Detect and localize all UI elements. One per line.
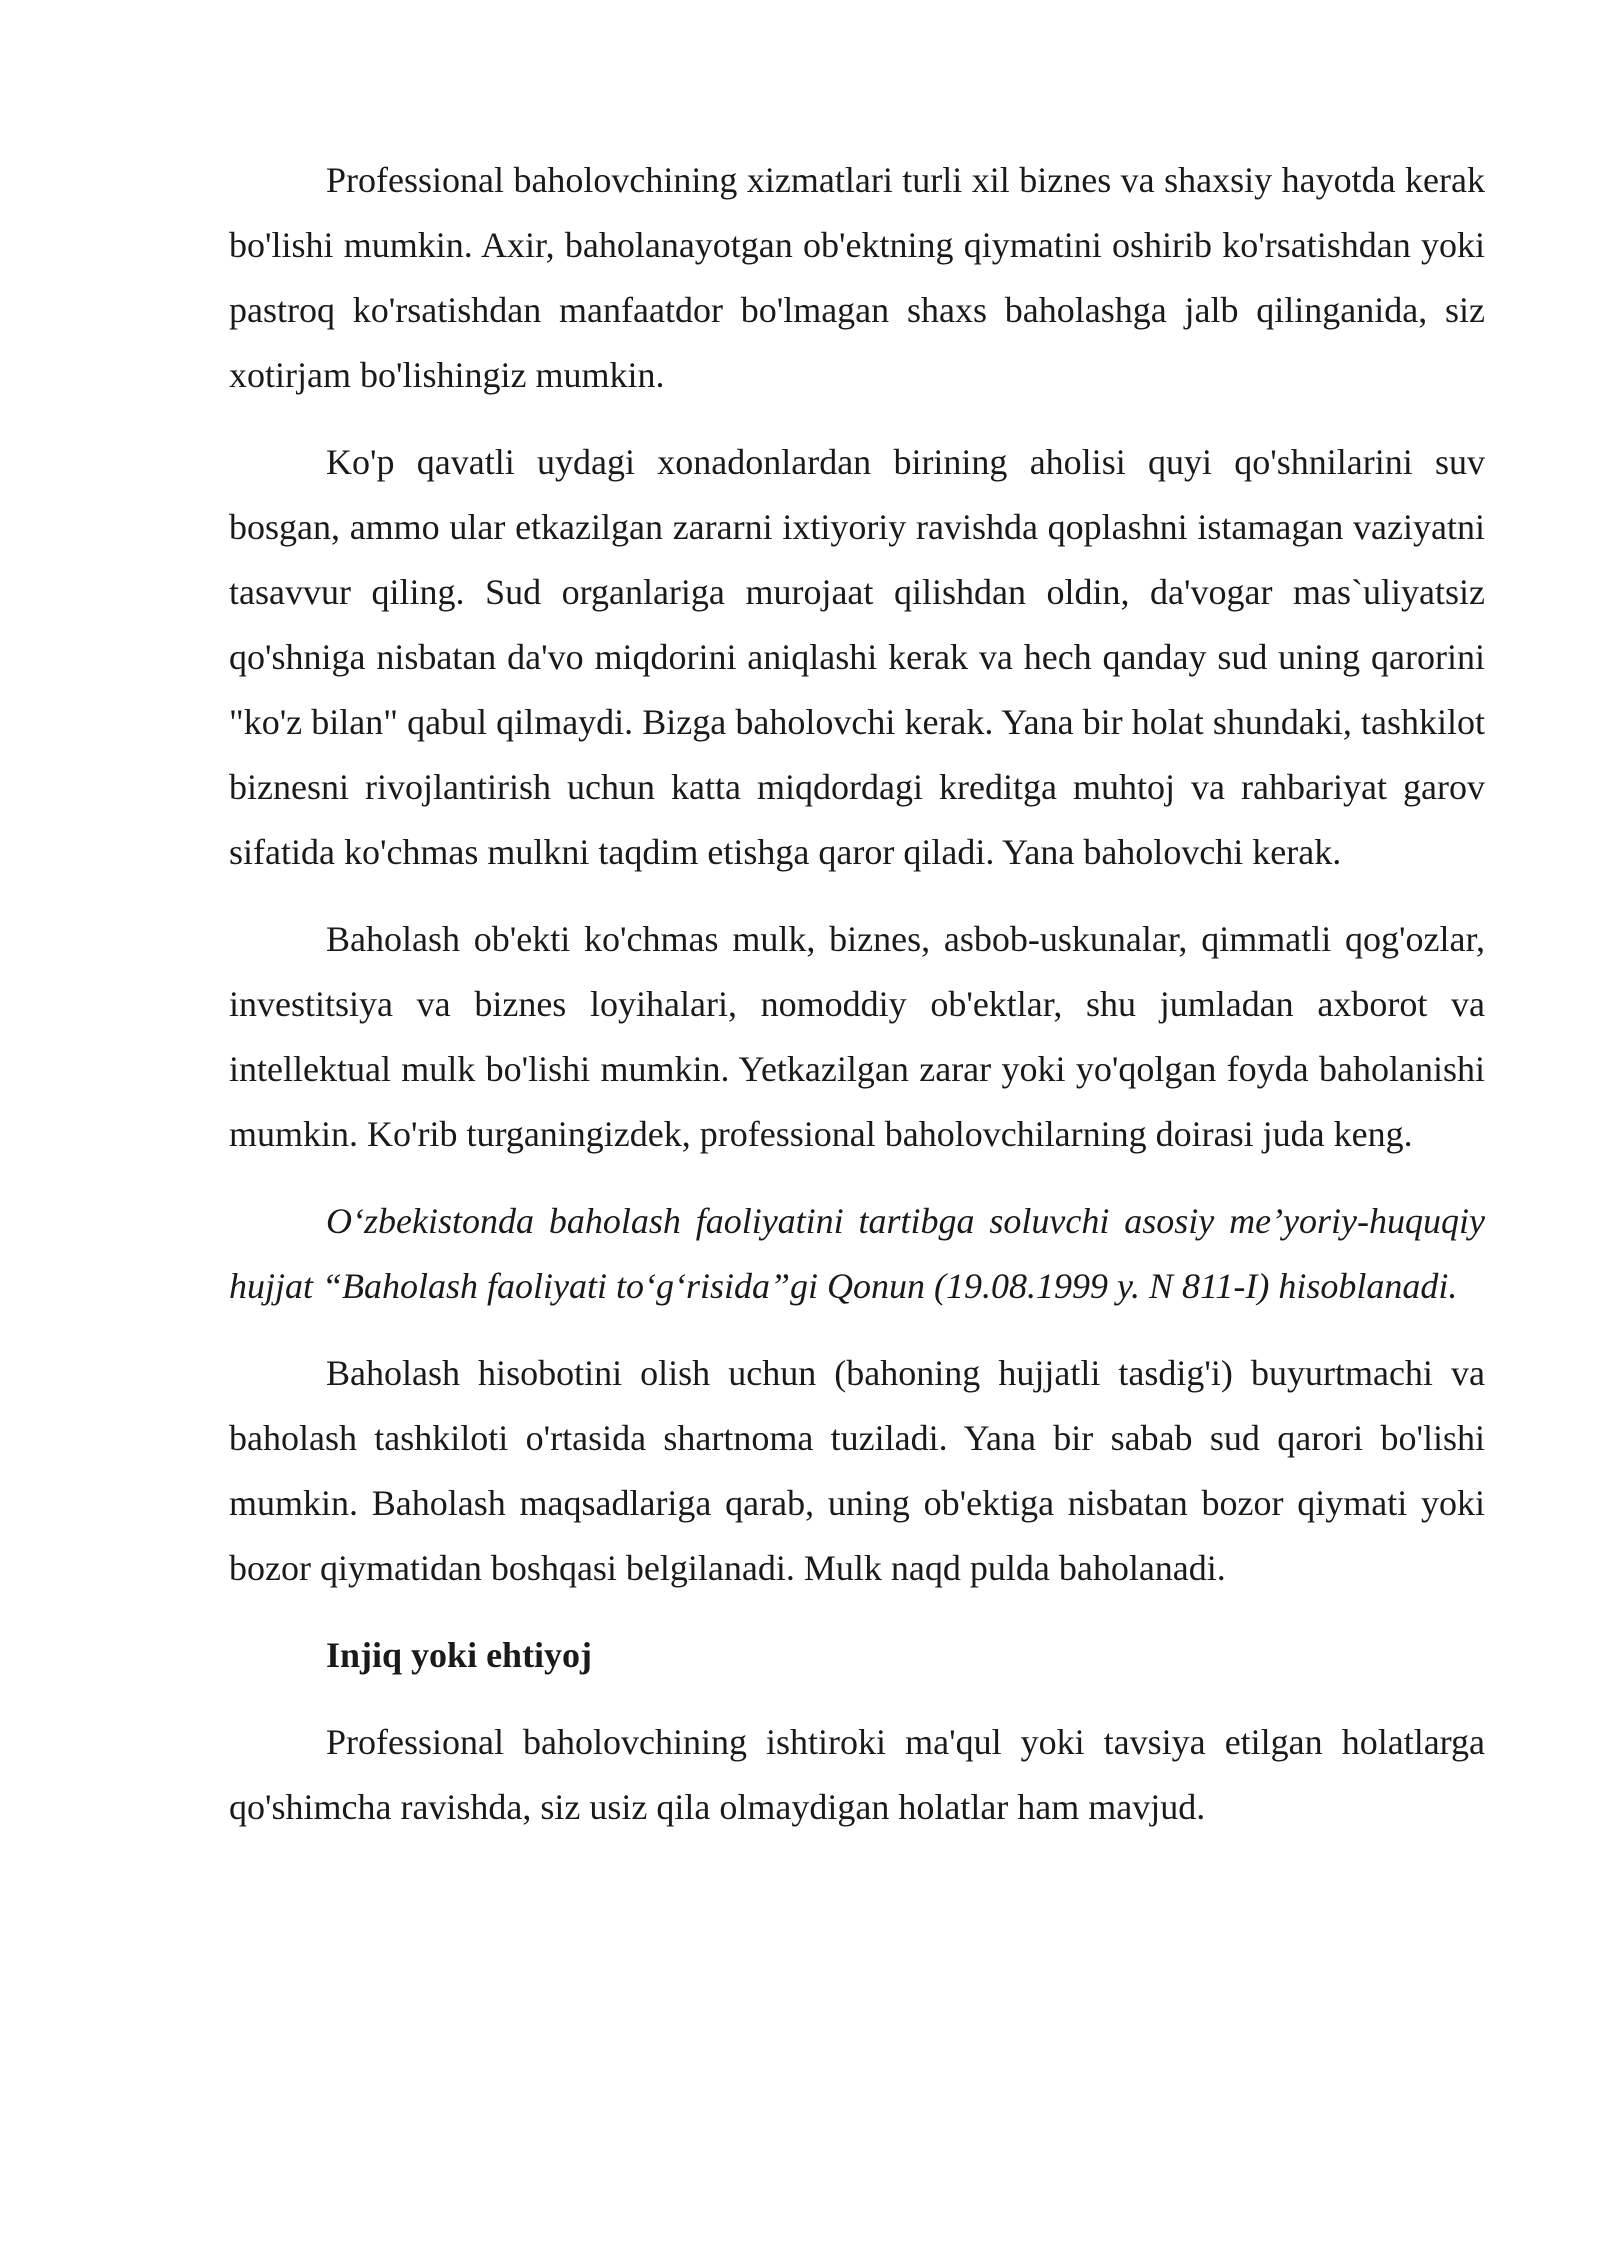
paragraph-necessity: Professional baholovchining ishtiroki ma'qul yoki tavsiya etilgan holatlarga qo'shimcha ravishda, siz usiz qila olmaydigan holatlar ham mavjud. [229,1722,1485,1827]
paragraph-professional-services: Professional baholovchining xizmatlari turli xil biznes va shaxsiy hayotda kerak bo'lishi mumkin. Axir, baholanayotgan ob'ektning qiymatini oshirib ko'rsatishdan yoki pastroq ko'rsatishdan manfaatdor bo'lmagan shaxs baholashga jalb qilinganida, siz xotirjam bo'lishingiz mumkin. [229,160,1485,395]
document-page [229,148,1485,1862]
paragraph-flood-example: Ko'p qavatli uydagi xonadonlardan birining aholisi quyi qo'shnilarini suv bosgan, ammo ular etkazilgan zararni ixtiyoriy ravishda qoplashni istamagan vaziyatni tasavvur qiling. Sud organlariga murojaat qilishdan oldin, da'vogar mas`uliyatsiz qo'shniga nisbatan da'vo miqdorini aniqlashi kerak va hech qanday sud uning qarorini "ko'z bilan" qabul qilmaydi. Bizga baholovchi kerak. Yana bir holat shundaki, tashkilot biznesni rivojlantirish uchun katta miqdordagi kreditga muhtoj va rahbariyat garov sifatida ko'chmas mulkni taqdim etishga qaror qiladi. Yana baholovchi kerak. [229,442,1485,872]
paragraph-valuation-objects: Baholash ob'ekti ko'chmas mulk, biznes, asbob-uskunalar, qimmatli qog'ozlar, investitsiya va biznes loyihalari, nomoddiy ob'ektlar, shu jumladan axborot va intellektual mulk bo'lishi mumkin. Yetkazilgan zarar yoki yo'qolgan foyda baholanishi mumkin. Ko'rib turganingizdek, professional baholovchilarning doirasi juda keng. [229,919,1485,1154]
paragraph-valuation-report: Baholash hisobotini olish uchun (bahoning hujjatli tasdig'i) buyurtmachi va baholash tashkiloti o'rtasida shartnoma tuziladi. Yana bir sabab sud qarori bo'lishi mumkin. Baholash maqsadlariga qarab, uning ob'ektiga nisbatan bozor qiymati yoki bozor qiymatidan boshqasi belgilanadi. Mulk naqd pulda baholanadi. [229,1353,1485,1588]
section-heading: Injiq yoki ehtiyoj [326,1635,593,1675]
paragraph-legal-basis: O‘zbekistonda baholash faoliyatini tartibga soluvchi asosiy me’yoriy-huquqiy hujjat “Baholash faoliyati to‘g‘risida”gi Qonun (19.08.1999 y. N 811-I) hisoblanadi. [229,1201,1485,1306]
